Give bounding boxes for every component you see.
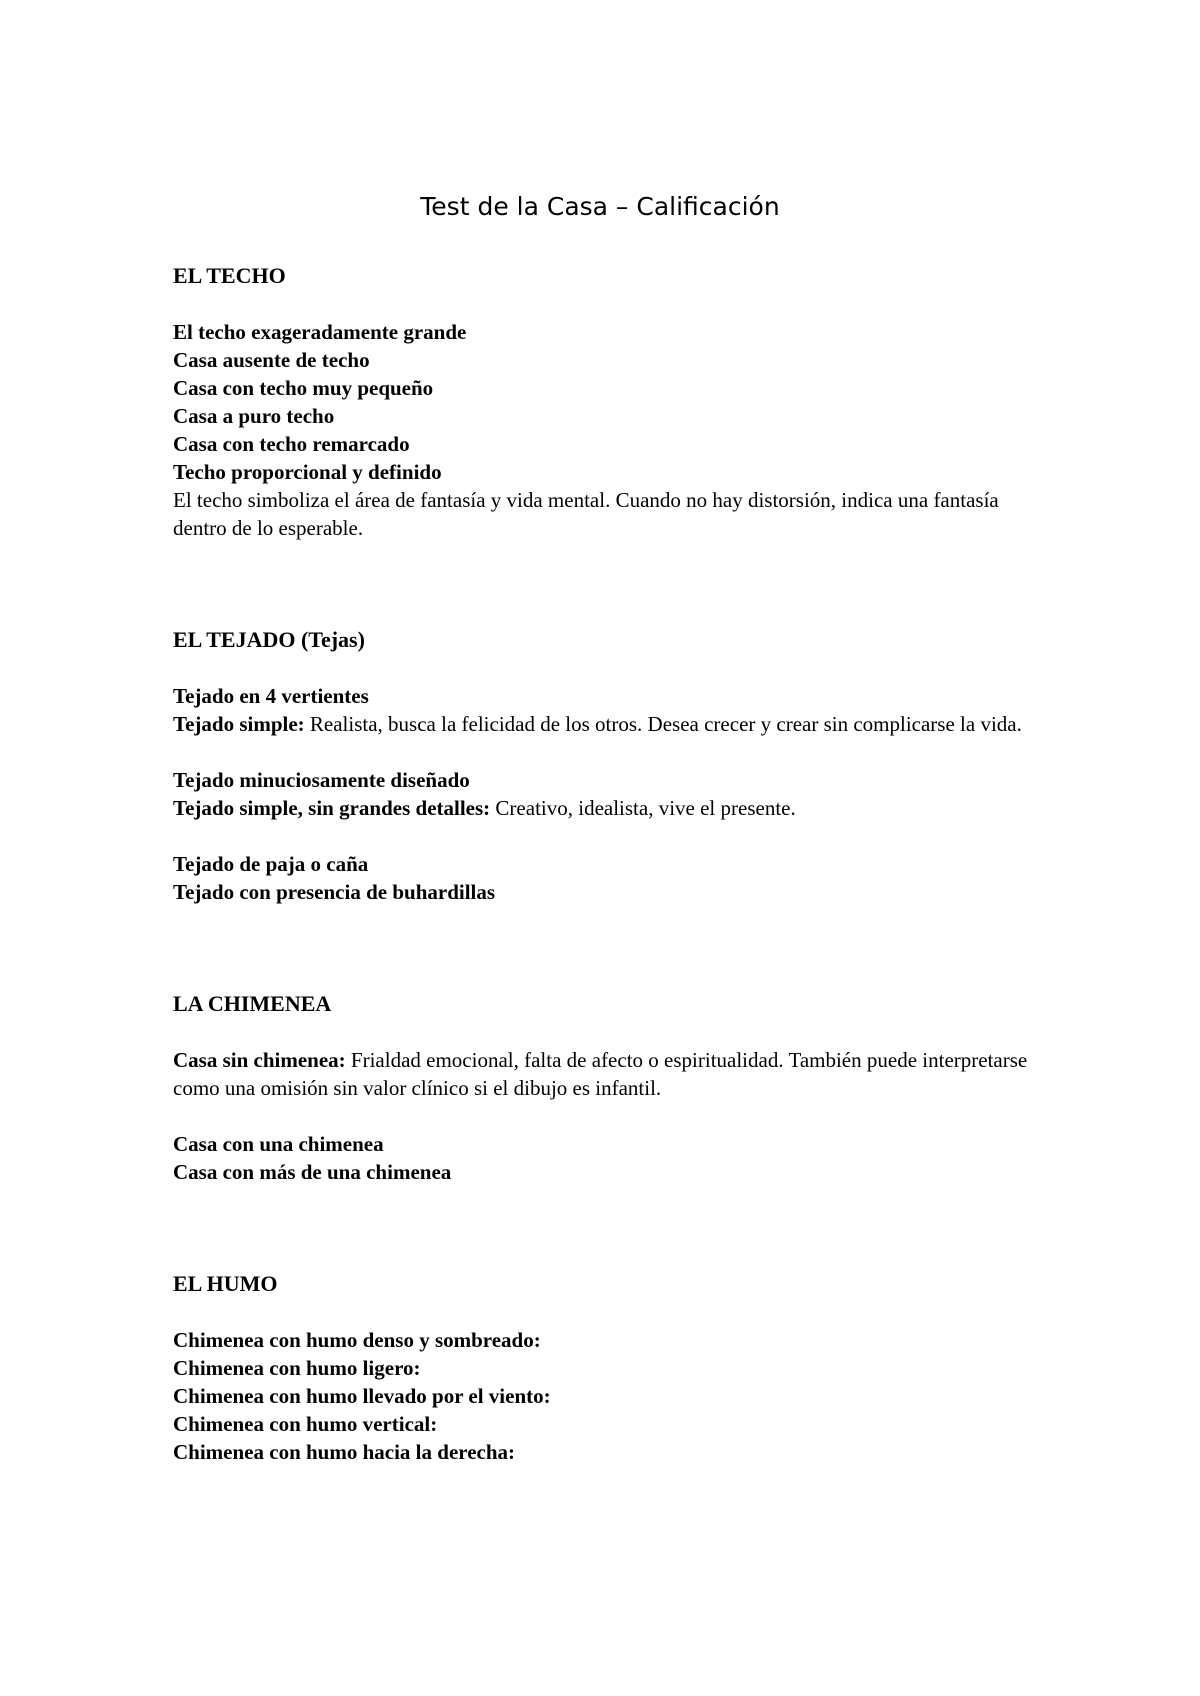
techo-item: Casa con techo remarcado — [173, 432, 410, 456]
tejado-item-label: Tejado simple: — [173, 712, 305, 736]
humo-item: Chimenea con humo hacia la derecha: — [173, 1440, 516, 1464]
tejado-item: Tejado de paja o caña — [173, 852, 369, 876]
chimenea-item: Casa con una chimenea — [173, 1132, 384, 1156]
chimenea-item-label: Casa sin chimenea: — [173, 1048, 346, 1072]
tejado-item: Tejado en 4 vertientes — [173, 684, 369, 708]
chimenea-item-description: Frialdad emocional, falta de afecto o espiritualidad. También puede interpretarse como una omisión sin valor clínico si el dibujo es infantil. — [173, 1048, 1028, 1100]
humo-item: Chimenea con humo vertical: — [173, 1412, 438, 1436]
techo-item: Techo proporcional y definido — [173, 460, 442, 484]
techo-item: Casa con techo muy pequeño — [173, 376, 434, 400]
document-title: Test de la Casa – Calificación — [420, 192, 780, 221]
section-humo — [173, 1270, 1043, 1466]
section-heading-tejado: EL TEJADO (Tejas) — [173, 627, 365, 652]
humo-item: Chimenea con humo ligero: — [173, 1356, 421, 1380]
humo-item: Chimenea con humo denso y sombreado: — [173, 1328, 541, 1352]
section-heading-humo: EL HUMO — [173, 1271, 278, 1296]
section-heading-chimenea: LA CHIMENEA — [173, 991, 332, 1016]
tejado-item-description: Realista, busca la felicidad de los otros. Desea crecer y crear sin complicarse la vida. — [304, 712, 1022, 736]
section-techo — [173, 262, 1043, 542]
section-chimenea — [173, 990, 1043, 1186]
document-body — [173, 262, 1043, 1466]
techo-item: Casa a puro techo — [173, 404, 335, 428]
chimenea-item-with-description — [173, 1046, 1043, 1102]
techo-description: El techo simboliza el área de fantasía y vida mental. Cuando no hay distorsión, indica una fantasía dentro de lo esperable. — [173, 488, 999, 540]
section-tejado — [173, 626, 1043, 906]
tejado-item-with-description — [173, 710, 1043, 738]
techo-item: Casa ausente de techo — [173, 348, 370, 372]
humo-item: Chimenea con humo llevado por el viento: — [173, 1384, 551, 1408]
tejado-item: Tejado con presencia de buhardillas — [173, 880, 496, 904]
section-heading-techo: EL TECHO — [173, 263, 286, 288]
chimenea-item: Casa con más de una chimenea — [173, 1160, 452, 1184]
tejado-item-description: Creativo, idealista, vive el presente. — [490, 796, 796, 820]
techo-item: El techo exageradamente grande — [173, 320, 467, 344]
tejado-item: Tejado minuciosamente diseñado — [173, 768, 470, 792]
tejado-item-with-description — [173, 794, 1043, 822]
tejado-item-label: Tejado simple, sin grandes detalles: — [173, 796, 491, 820]
